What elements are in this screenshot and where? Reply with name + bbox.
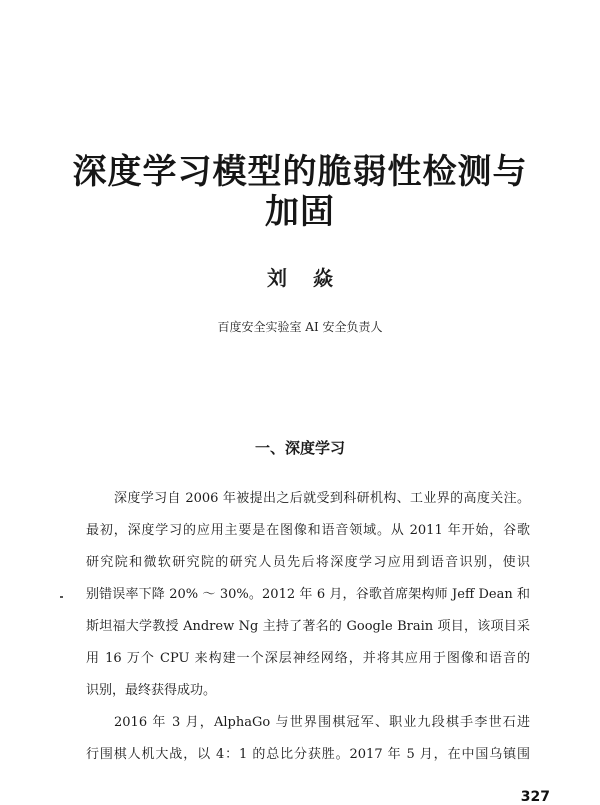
paragraph-line: 别错误率下降 20% ～ 30%。2012 年 6 月，谷歌首席架构师 Jeff Dean 和: [86, 587, 530, 602]
paragraph-line: 深度学习自 2006 年被提出之后就受到科研机构、工业界的高度关注。: [114, 491, 530, 506]
paragraph-line: 2016 年 3 月，AlphaGo 与世界围棋冠军、职业九段棋手李世石进: [114, 715, 530, 730]
author-name: 刘焱: [267, 266, 359, 290]
article-title-line-2: 加固: [265, 192, 335, 232]
article-title-line-1: 深度学习模型的脆弱性检测与: [72, 152, 528, 192]
paragraph-line: 行围棋人机大战，以 4：1 的总比分获胜。2017 年 5 月，在中国乌镇围: [86, 747, 530, 762]
author-affiliation: 百度安全实验室 AI 安全负责人: [217, 320, 383, 334]
paragraph-line: 识别，最终获得成功。: [86, 683, 217, 698]
paragraph-line: 研究院和微软研究院的研究人员先后将深度学习应用到语音识别，使识: [86, 555, 530, 570]
section-heading: 一、深度学习: [254, 439, 345, 457]
page-number: 327: [520, 789, 550, 805]
paragraph-line: 用 16 万个 CPU 来构建一个深层神经网络，并将其应用于图像和语音的: [86, 651, 530, 666]
paragraph-line: 斯坦福大学教授 Andrew Ng 主持了著名的 Google Brain 项目，该项目采: [86, 619, 530, 634]
margin-mark: [60, 596, 63, 598]
paragraph-line: 最初，深度学习的应用主要是在图像和语音领域。从 2011 年开始，谷歌: [86, 523, 530, 538]
